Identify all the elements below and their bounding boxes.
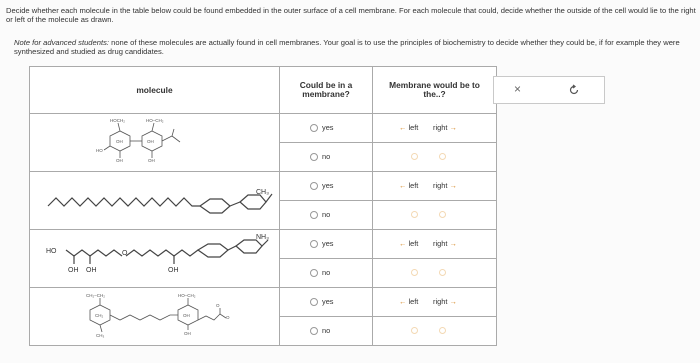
radio-icon (310, 269, 318, 277)
radio-icon (310, 124, 318, 132)
right-radio-2[interactable] (439, 211, 446, 218)
molecule-structure-2 (30, 172, 280, 230)
side-radio-row (373, 142, 496, 171)
no-option-row (280, 142, 372, 171)
table-row (30, 172, 497, 230)
left-radio-4[interactable] (411, 327, 418, 334)
yes-option-row (280, 114, 372, 142)
radio-icon (310, 211, 318, 219)
molecule-2-drawing (30, 172, 279, 229)
right-option-1[interactable] (433, 123, 457, 132)
radio-icon (310, 182, 318, 190)
header-molecule: molecule (30, 67, 280, 114)
no-label: no (322, 326, 331, 335)
membrane-cell-4 (280, 288, 373, 346)
side-radio-row (373, 258, 496, 287)
right-arrow-icon: → (449, 239, 457, 248)
right-radio-1[interactable] (439, 153, 446, 160)
left-arrow-icon: ← (399, 123, 407, 132)
left-arrow-icon: ← (399, 181, 407, 190)
advanced-note (14, 38, 698, 56)
yes-radio-1[interactable] (310, 123, 334, 132)
svg-text:OH: OH (183, 313, 190, 318)
radio-icon (310, 298, 318, 306)
right-option-2[interactable] (433, 181, 457, 190)
yes-label: yes (322, 239, 334, 248)
radio-icon (310, 153, 318, 161)
svg-text:HOCH₂: HOCH₂ (110, 118, 125, 123)
note-label: Note for advanced students: (14, 38, 109, 47)
yes-radio-4[interactable] (310, 297, 334, 306)
table-row (30, 230, 497, 288)
side-cell-2 (373, 172, 497, 230)
yes-radio-3[interactable] (310, 239, 334, 248)
no-option-row (280, 316, 372, 345)
oh-label: OH (68, 267, 79, 274)
no-label: no (322, 210, 331, 219)
right-arrow-icon: → (449, 123, 457, 132)
left-label: left (408, 123, 419, 132)
svg-text:CH₂–CH₂: CH₂–CH₂ (86, 293, 105, 298)
left-label: left (408, 181, 419, 190)
tail-label-3: NH₃ (256, 234, 269, 241)
answer-toolbar (493, 76, 605, 104)
yes-label: yes (322, 181, 334, 190)
svg-text:OH: OH (184, 331, 191, 336)
side-radio-row (373, 316, 496, 345)
no-label: no (322, 152, 331, 161)
membrane-cell-1 (280, 114, 373, 172)
membrane-cell-2 (280, 172, 373, 230)
side-option-row (373, 230, 496, 258)
left-option-1[interactable] (399, 123, 418, 132)
table-row (30, 288, 497, 346)
svg-text:OH: OH (116, 158, 123, 163)
right-option-4[interactable] (433, 297, 457, 306)
no-radio-4[interactable] (310, 326, 330, 335)
svg-text:CH₂: CH₂ (95, 313, 104, 318)
svg-text:OH: OH (147, 139, 154, 144)
head-label-3: HO (46, 248, 57, 255)
svg-text:OH: OH (116, 139, 123, 144)
no-radio-2[interactable] (310, 210, 330, 219)
svg-text:O: O (216, 303, 220, 308)
molecule-3-drawing (30, 230, 279, 287)
right-label: right (433, 181, 448, 190)
svg-text:OH: OH (148, 158, 155, 163)
side-radio-row (373, 200, 496, 229)
side-option-row (373, 114, 496, 142)
no-radio-3[interactable] (310, 268, 330, 277)
svg-text:HO–CH₂: HO–CH₂ (178, 293, 196, 298)
side-cell-1 (373, 114, 497, 172)
redo-icon (568, 84, 580, 96)
header-side: Membrane would be to the..? (373, 67, 497, 114)
molecule-structure-3 (30, 230, 280, 288)
svg-text:HO: HO (96, 148, 103, 153)
right-label: right (433, 239, 448, 248)
question-prompt (6, 6, 696, 24)
clear-button[interactable]: × (514, 82, 522, 96)
molecule-1-drawing (30, 114, 279, 171)
svg-text:O: O (226, 315, 230, 320)
left-option-3[interactable] (399, 239, 418, 248)
molecule-table (29, 66, 497, 346)
table-row (30, 114, 497, 172)
yes-label: yes (322, 123, 334, 132)
side-cell-4 (373, 288, 497, 346)
molecule-structure-1 (30, 114, 280, 172)
side-option-row (373, 172, 496, 200)
left-radio-3[interactable] (411, 269, 418, 276)
yes-option-row (280, 230, 372, 258)
no-option-row (280, 258, 372, 287)
molecule-4-drawing (30, 288, 279, 345)
side-option-row (373, 288, 496, 316)
right-label: right (433, 123, 448, 132)
right-label: right (433, 297, 448, 306)
membrane-cell-3 (280, 230, 373, 288)
molecule-structure-4 (30, 288, 280, 346)
no-option-row (280, 200, 372, 229)
ester-oxygen: O (122, 250, 128, 257)
left-label: left (408, 297, 419, 306)
svg-text:HO–CH₂: HO–CH₂ (146, 118, 164, 123)
left-radio-2[interactable] (411, 211, 418, 218)
redo-button[interactable] (568, 83, 580, 101)
svg-text:CH₃: CH₃ (96, 333, 105, 338)
note-text: none of these molecules are actually found in cell membranes. Your goal is to use the principles of biochemistry to decide whether they could be, if for example they were synthesized and studied as drug candidates. (14, 38, 680, 56)
yes-option-row (280, 172, 372, 200)
radio-icon (310, 240, 318, 248)
right-arrow-icon: → (449, 297, 457, 306)
tail-label-2: CH₃ (256, 189, 269, 196)
no-label: no (322, 268, 331, 277)
no-radio-1[interactable] (310, 152, 330, 161)
yes-label: yes (322, 297, 334, 306)
right-arrow-icon: → (449, 181, 457, 190)
left-radio-1[interactable] (411, 153, 418, 160)
right-option-3[interactable] (433, 239, 457, 248)
oh-label: OH (168, 267, 179, 274)
right-radio-3[interactable] (439, 269, 446, 276)
left-label: left (408, 239, 419, 248)
oh-label: OH (86, 267, 97, 274)
radio-icon (310, 327, 318, 335)
instructions-text: Decide whether each molecule in the table below could be found embedded in the outer surface of a cell membrane. For each molecule that could, decide whether the outside of the cell would lie to the right or left of the molecule as drawn. (6, 6, 696, 24)
left-option-2[interactable] (399, 181, 418, 190)
yes-option-row (280, 288, 372, 316)
left-option-4[interactable] (399, 297, 418, 306)
left-arrow-icon: ← (399, 297, 407, 306)
yes-radio-2[interactable] (310, 181, 334, 190)
side-cell-3 (373, 230, 497, 288)
left-arrow-icon: ← (399, 239, 407, 248)
right-radio-4[interactable] (439, 327, 446, 334)
header-membrane: Could be in a membrane? (280, 67, 373, 114)
